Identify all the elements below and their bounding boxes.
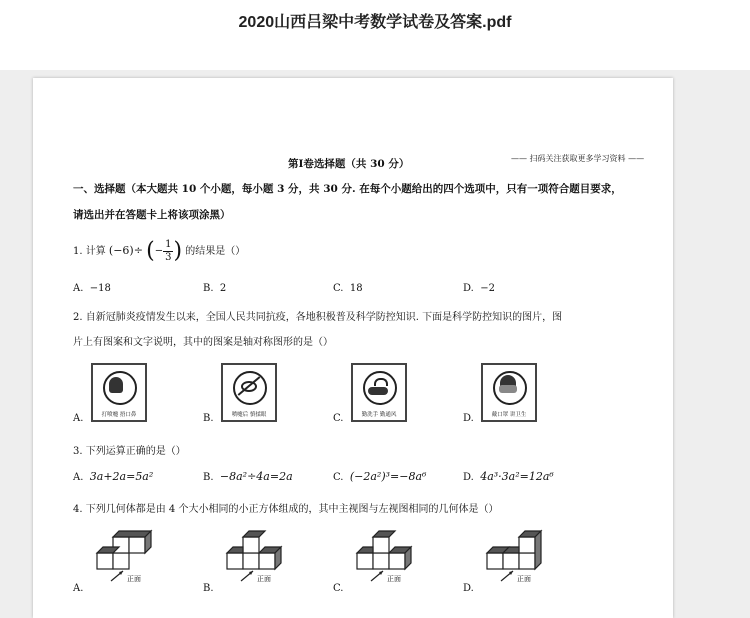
- question-2-line-2: 片上有图案和文字说明，其中的图案是轴对称图形的是（）: [73, 337, 333, 348]
- q2-option-a-label: A.: [73, 413, 84, 424]
- q1-option-c: C. 18: [333, 283, 363, 294]
- instructions-line-2: 请选出并在答题卡上将该项涂黑）: [73, 209, 231, 221]
- q1-prefix: 1. 计算: [73, 246, 106, 257]
- question-3: 3. 下列运算正确的是（）: [73, 446, 186, 457]
- question-1: 1. 计算 (−6)÷ (− $\frac{1}{3}$ ) 的结果是（）: [73, 238, 246, 264]
- q1-option-a: A. −18: [73, 283, 111, 294]
- q4-b-front-label: 正面: [257, 575, 271, 583]
- q1-option-d: D. −2: [463, 283, 495, 294]
- q3-option-c: C. (−2a²)³=−8a⁶: [333, 470, 427, 483]
- q4-option-d-figure: [481, 523, 551, 585]
- q2-option-c-sign: 勤洗手 勤通风: [351, 363, 407, 422]
- q2-option-b-sign: 喷嚏后 慎揉眼: [221, 363, 277, 422]
- q2-option-a-sign: 打喷嚏 捂口鼻: [91, 363, 147, 422]
- q1-fraction: $\frac{1}{3}$: [165, 239, 172, 263]
- question-2-line-1: 2. 自新冠肺炎疫情发生以来，全国人民共同抗疫，各地积极普及科学防控知识. 下面是科学防控知识的图片，图: [73, 312, 563, 323]
- section-title: 第Ⅰ卷选择题（共 30 分）: [288, 158, 410, 170]
- q1-option-b: B. 2: [203, 283, 227, 294]
- q4-option-d-label: D.: [463, 583, 474, 594]
- q2-option-b-label: B.: [203, 413, 214, 424]
- q1-suffix: 的结果是（）: [185, 246, 246, 257]
- scan-note: —— 扫码关注获取更多学习资料 ——: [511, 154, 645, 163]
- q4-d-front-label: 正面: [517, 575, 531, 583]
- q2-option-c-label: C.: [333, 413, 344, 424]
- q4-option-c-figure: [351, 523, 421, 585]
- q3-option-d: D. 4a³·3a²=12a⁶: [463, 470, 554, 483]
- q4-c-front-label: 正面: [387, 575, 401, 583]
- q4-option-c-label: C.: [333, 583, 344, 594]
- pdf-page: [33, 78, 673, 618]
- q1-expr-lead: (−6)÷: [108, 244, 143, 257]
- q2-option-d-sign: 戴口罩 讲卫生: [481, 363, 537, 422]
- q4-option-b-figure: [221, 523, 291, 585]
- question-4: 4. 下列几何体都是由 4 个大小相同的小正方体组成的，其中主视图与左视图相同的几何体是（）: [73, 504, 499, 515]
- q4-option-a-label: A.: [73, 583, 84, 594]
- q3-option-b: B. −8a²÷4a=2a: [203, 470, 293, 483]
- q4-a-front-label: 正面: [127, 575, 141, 583]
- q4-option-b-label: B.: [203, 583, 214, 594]
- q4-option-a-figure: [91, 523, 161, 585]
- document-title: 2020山西吕梁中考数学试卷及答案.pdf: [238, 14, 512, 31]
- q3-option-a: A. 3a+2a=5a²: [73, 470, 154, 483]
- instructions-line-1: 一、选择题（本大题共 10 个小题，每小题 3 分，共 30 分. 在每个小题给出的四个选项中，只有一项符合题目要求，: [73, 183, 622, 195]
- viewer-header: [0, 0, 750, 70]
- q2-option-d-label: D.: [463, 413, 474, 424]
